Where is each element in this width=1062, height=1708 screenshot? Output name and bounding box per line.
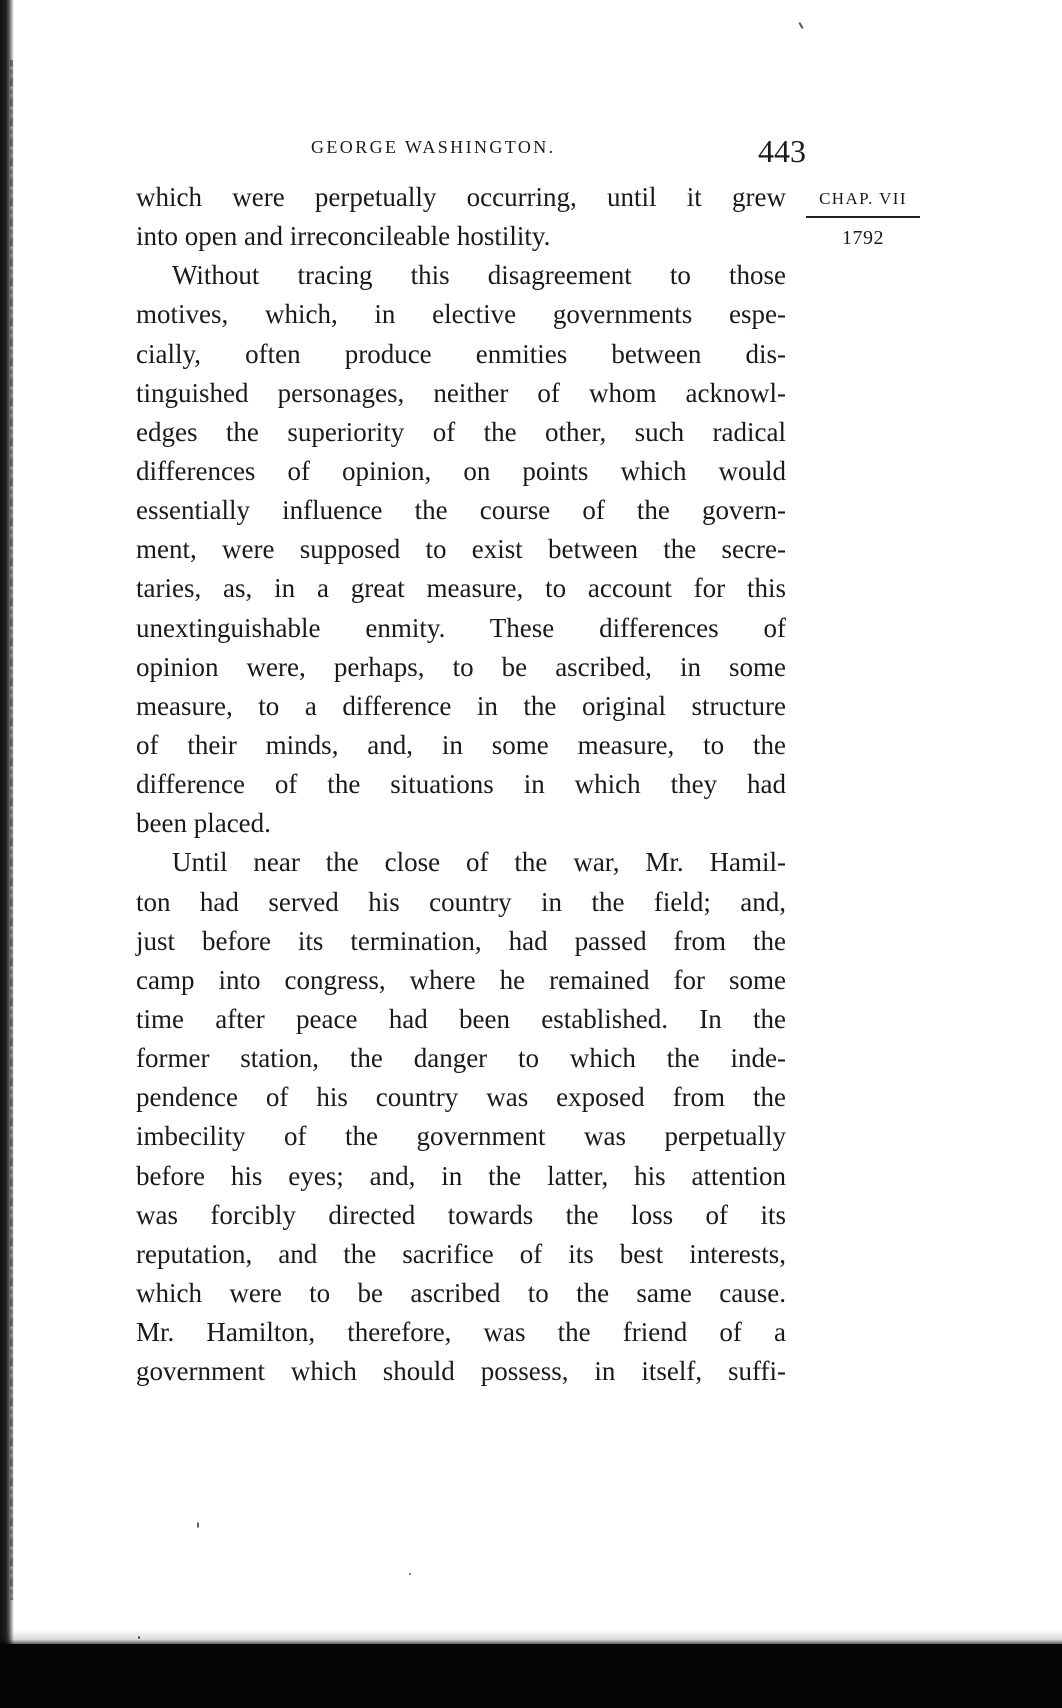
text-line: ton had served his country in the field; and, <box>136 886 786 917</box>
body-text <box>136 178 786 1391</box>
margin-rule <box>806 216 920 218</box>
text-line: cially, often produce enmities between dis- <box>136 338 786 369</box>
text-line: Mr. Hamilton, therefore, was the friend of a <box>136 1317 786 1348</box>
scan-speck <box>798 22 803 29</box>
scan-bottom-edge <box>0 1644 1062 1708</box>
text-line: edges the superiority of the other, such radical <box>136 416 786 447</box>
text-line: pendence of his country was exposed from the <box>136 1082 786 1113</box>
text-line: was forcibly directed towards the loss of its <box>136 1199 786 1230</box>
text-line: been placed. <box>136 808 271 839</box>
text-line: just before its termination, had passed from the <box>136 925 786 956</box>
text-line: imbecility of the government was perpetually <box>136 1121 786 1152</box>
text-line: Until near the close of the war, Mr. Hamil- <box>172 847 786 878</box>
text-line: Without tracing this disagreement to those <box>172 260 786 291</box>
scan-speck <box>197 1522 199 1528</box>
text-line: into open and irreconcileable hostility. <box>136 221 551 252</box>
text-line: which were perpetually occurring, until it grew <box>136 182 786 212</box>
scan-speck <box>409 1573 411 1575</box>
text-line: unextinguishable enmity. These differences of <box>136 612 786 643</box>
text-line: which were to be ascribed to the same cause. <box>136 1277 786 1308</box>
text-line: difference of the situations in which they had <box>136 769 786 800</box>
text-line: motives, which, in elective governments espe- <box>136 299 786 330</box>
text-line: measure, to a difference in the original structure <box>136 690 786 721</box>
text-line: former station, the danger to which the inde- <box>136 1043 786 1074</box>
binding-edge-texture <box>10 60 13 1600</box>
text-line: differences of opinion, on points which would <box>136 455 786 486</box>
text-line: of their minds, and, in some measure, to the <box>136 729 786 760</box>
text-line: essentially influence the course of the govern- <box>136 495 786 526</box>
running-head <box>136 133 786 169</box>
page-number: 443 <box>758 133 806 169</box>
text-line: before his eyes; and, in the latter, his attention <box>136 1160 786 1191</box>
running-title: GEORGE WASHINGTON. <box>311 137 556 157</box>
text-line: taries, as, in a great measure, to account for this <box>136 573 786 604</box>
chapter-label: CHAP. VII <box>819 189 907 208</box>
text-line: ment, were supposed to exist between the secre- <box>136 534 786 565</box>
margin-note <box>806 184 920 253</box>
text-line: time after peace had been established. In the <box>136 1003 786 1034</box>
year-label: 1792 <box>842 227 884 249</box>
text-line: government which should possess, in itself, suffi- <box>136 1356 786 1387</box>
text-line: camp into congress, where he remained for some <box>136 964 786 995</box>
text-line: reputation, and the sacrifice of its best interests, <box>136 1238 786 1269</box>
text-line: opinion were, perhaps, to be ascribed, in some <box>136 651 786 682</box>
text-line: tinguished personages, neither of whom acknowl- <box>136 377 786 408</box>
